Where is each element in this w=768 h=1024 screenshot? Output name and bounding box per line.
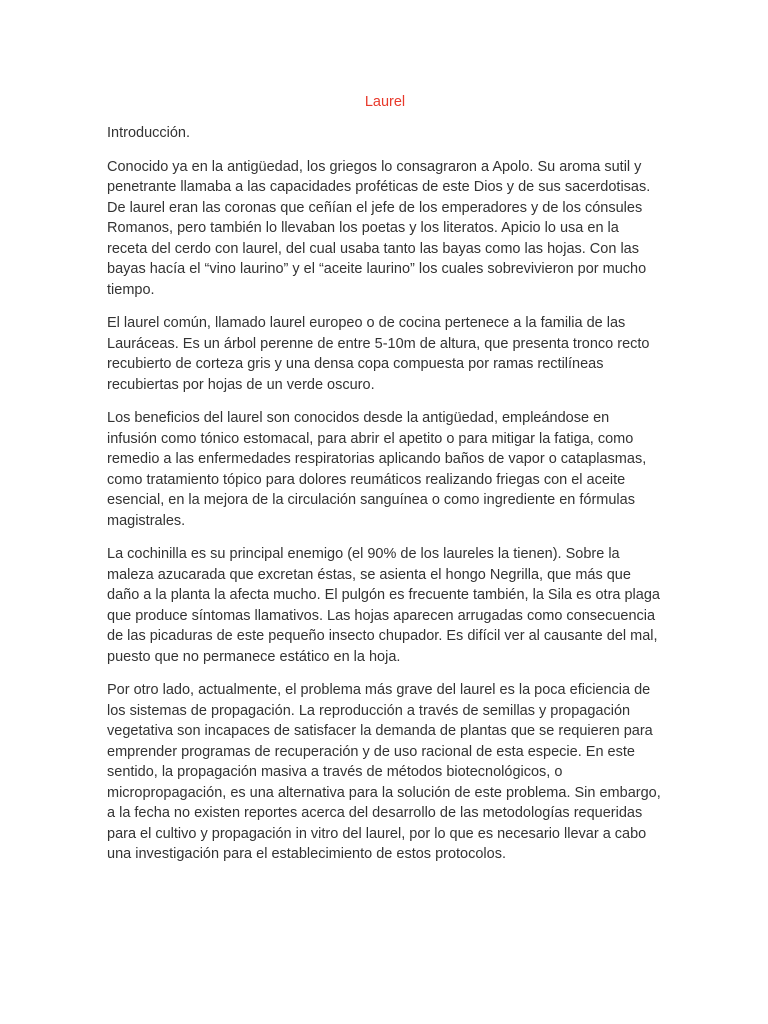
paragraph-pests: La cochinilla es su principal enemigo (el 90% de los laureles la tienen). Sobre la maleza azucarada que excretan éstas, se asienta el hongo Negrilla, que más que daño a la planta la afecta mucho. El pulgón es frecuente también, la Sila es otra plaga que produce síntomas llamativos. Las hojas aparecen arrugadas como consecuencia de las picaduras de este pequeño insecto chupador. Es difícil ver al causante del mal, puesto que no permanece estático en la hoja. [107,546,660,665]
paragraph-propagation: Por otro lado, actualmente, el problema más grave del laurel es la poca eficiencia de los sistemas de propagación. La reproducción a través de semillas y propagación vegetativa son incapaces de satisfacer la demanda de plantas que se requieren para emprender programas de recuperación y de uso racional de esta especie. En este sentido, la propagación masiva a través de métodos biotecnológicos, o micropropagación, es una alternativa para la solución de este problema. Sin embargo, a la fecha no existen reportes acerca del desarrollo de las metodologías requeridas para el cultivo y propagación in vitro del laurel, por lo que es necesario llevar a cabo una investigación para el establecimiento de estos protocolos. [107,682,661,862]
document-page [107,93,663,878]
paragraph-benefits: Los beneficios del laurel son conocidos desde la antigüedad, empleándose en infusión como tónico estomacal, para abrir el apetito o para mitigar la fatiga, como remedio a las enfermedades respiratorias aplicando baños de vapor o cataplasmas, como tratamiento tópico para dolores reumáticos realizando friegas con el aceite esencial, en la mejora de la circulación sanguínea o como ingrediente en fórmulas magistrales. [107,410,647,529]
paragraph-history: Conocido ya en la antigüedad, los griegos lo consagraron a Apolo. Su aroma sutil y penetrante llamaba a las capacidades proféticas de este Dios y de sus sacerdotisas. De laurel eran las coronas que ceñían el jefe de los emperadores y de los cónsules Romanos, pero también lo llevaban los poetas y los literatos. Apicio lo usa en la receta del cerdo con laurel, del cual usaba tanto las bayas como las hojas. Con las bayas hacía el “vino laurino” y el “aceite laurino” los cuales sobrevivieron por mucho tiempo. [107,158,651,298]
document-title: Laurel [364,94,406,110]
paragraph-description: El laurel común, llamado laurel europeo o de cocina pertenece a la familia de las Lauráceas. Es un árbol perenne de entre 5-10m de altura, que presenta tronco recto recubierto de corteza gris y una densa copa compuesta por ramas rectilíneas recubiertas por hojas de un verde oscuro. [107,315,650,393]
intro-heading: Introducción. [107,125,191,141]
